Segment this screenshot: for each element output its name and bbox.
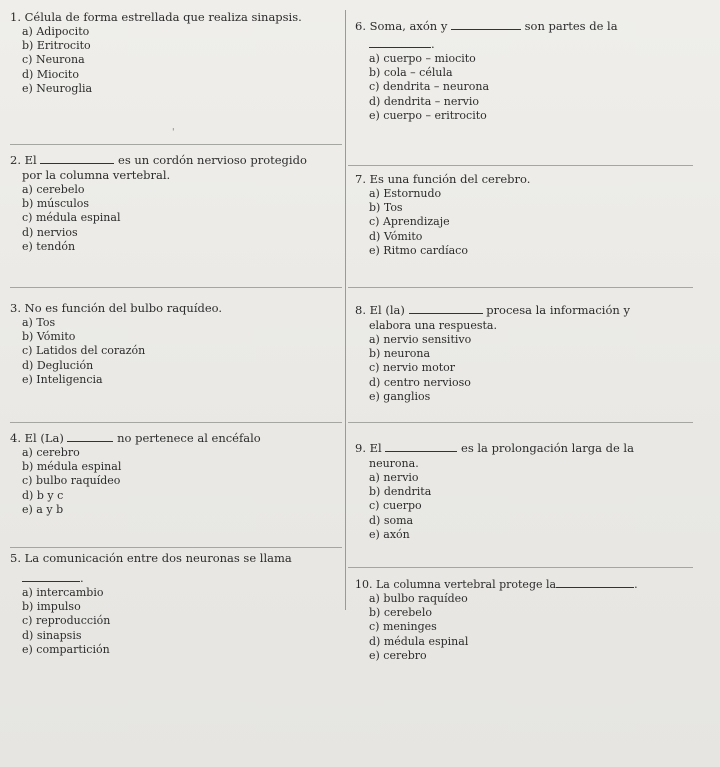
- row-divider: [10, 547, 342, 548]
- question-stem-end: .: [431, 37, 435, 51]
- answer-blank[interactable]: [409, 302, 483, 314]
- option-b[interactable]: b) neurona: [369, 347, 431, 361]
- option-b[interactable]: b) dendrita: [369, 485, 432, 499]
- answer-blank[interactable]: [556, 576, 634, 588]
- question-10: [355, 576, 638, 663]
- option-c[interactable]: c) bulbo raquídeo: [22, 474, 121, 488]
- option-c[interactable]: c) cuerpo: [369, 499, 422, 513]
- option-e[interactable]: e) Neuroglia: [22, 81, 93, 95]
- option-b[interactable]: b) Vómito: [22, 330, 76, 344]
- option-e[interactable]: e) tendón: [22, 239, 76, 253]
- option-b[interactable]: b) músculos: [22, 197, 90, 211]
- row-divider: [348, 165, 693, 166]
- question-stem-line2: por la columna vertebral.: [22, 168, 171, 182]
- question-stem-cont: no pertenece al encéfalo: [117, 431, 261, 445]
- option-b[interactable]: b) cola – célula: [369, 66, 453, 80]
- question-stem: 10. La columna vertebral protege la: [355, 578, 557, 591]
- answer-blank[interactable]: [22, 570, 80, 582]
- option-d[interactable]: d) sinapsis: [22, 628, 82, 642]
- question-stem-cont: es un cordón nervioso protegido: [118, 153, 307, 167]
- option-d[interactable]: d) nervios: [22, 225, 78, 239]
- question-1: [10, 10, 302, 96]
- option-a[interactable]: a) cerebelo: [22, 183, 85, 196]
- question-stem-end: .: [80, 571, 84, 585]
- option-c[interactable]: c) Latidos del corazón: [22, 344, 146, 358]
- question-stem-line2: elabora una respuesta.: [369, 319, 497, 332]
- option-a[interactable]: a) cuerpo – miocito: [369, 52, 476, 65]
- question-stem: 3. No es función del bulbo raquídeo.: [10, 301, 223, 315]
- question-2: [10, 152, 307, 254]
- question-6: [355, 18, 618, 123]
- option-c[interactable]: c) dendrita – neurona: [369, 80, 490, 94]
- option-b[interactable]: b) Tos: [369, 201, 403, 215]
- row-divider: [348, 422, 693, 423]
- question-stem: 8. El (la): [355, 303, 405, 317]
- option-d[interactable]: d) b y c: [22, 488, 64, 502]
- option-e[interactable]: e) Ritmo cardíaco: [369, 243, 468, 257]
- option-e[interactable]: e) compartición: [22, 642, 110, 656]
- row-divider: [348, 287, 693, 288]
- option-b[interactable]: b) impulso: [22, 600, 81, 614]
- stray-mark: ': [172, 128, 175, 138]
- option-a[interactable]: a) nervio: [369, 471, 419, 484]
- option-d[interactable]: d) dendrita – nervio: [369, 94, 479, 108]
- row-divider: [10, 144, 342, 145]
- option-a[interactable]: a) Adipocito: [22, 25, 90, 38]
- option-c[interactable]: c) reproducción: [22, 614, 111, 628]
- row-divider: [10, 422, 342, 423]
- option-e[interactable]: e) axón: [369, 527, 410, 541]
- option-b[interactable]: b) médula espinal: [22, 460, 122, 474]
- question-9: [355, 440, 634, 542]
- answer-blank[interactable]: [40, 152, 114, 164]
- row-divider: [10, 287, 342, 288]
- question-stem: 7. Es una función del cerebro.: [355, 172, 531, 186]
- question-3: [10, 301, 222, 387]
- answer-blank[interactable]: [67, 430, 113, 442]
- question-stem: 9. El: [355, 441, 382, 455]
- option-d[interactable]: d) médula espinal: [369, 634, 469, 648]
- question-stem-cont: es la prolongación larga de la: [461, 441, 634, 455]
- question-4: [10, 430, 261, 517]
- option-c[interactable]: c) Neurona: [22, 53, 85, 67]
- option-b[interactable]: b) Eritrocito: [22, 39, 91, 53]
- option-e[interactable]: e) cuerpo – eritrocito: [369, 108, 487, 122]
- option-d[interactable]: d) Vómito: [369, 229, 423, 243]
- question-stem-end: .: [634, 578, 638, 591]
- question-stem: 5. La comunicación entre dos neuronas se llama: [10, 551, 292, 565]
- option-d[interactable]: d) soma: [369, 513, 414, 527]
- question-stem-cont: son partes de la: [524, 19, 618, 33]
- question-stem: 1. Célula de forma estrellada que realiza sinapsis.: [10, 10, 302, 24]
- option-d[interactable]: d) Miocito: [22, 67, 79, 81]
- answer-blank[interactable]: [385, 440, 457, 452]
- option-c[interactable]: c) nervio motor: [369, 361, 456, 375]
- option-e[interactable]: e) ganglios: [369, 389, 431, 403]
- option-a[interactable]: a) intercambio: [22, 586, 104, 599]
- question-5: [10, 551, 292, 657]
- option-c[interactable]: c) meninges: [369, 620, 437, 634]
- option-d[interactable]: d) Deglución: [22, 358, 94, 372]
- question-stem: 4. El (La): [10, 431, 64, 445]
- option-a[interactable]: a) bulbo raquídeo: [369, 592, 468, 605]
- option-e[interactable]: e) Inteligencia: [22, 372, 103, 386]
- question-stem-line2: neurona.: [369, 457, 419, 470]
- option-a[interactable]: a) cerebro: [22, 446, 80, 459]
- option-e[interactable]: e) cerebro: [369, 648, 427, 662]
- option-a[interactable]: a) Estornudo: [369, 187, 442, 200]
- question-stem: 2. El: [10, 153, 37, 167]
- question-stem-cont: procesa la información y: [486, 303, 630, 317]
- option-a[interactable]: a) nervio sensitivo: [369, 333, 472, 346]
- row-divider: [348, 567, 693, 568]
- option-a[interactable]: a) Tos: [22, 316, 56, 329]
- option-c[interactable]: c) Aprendizaje: [369, 215, 450, 229]
- question-stem: 6. Soma, axón y: [355, 19, 448, 33]
- question-8: [355, 302, 630, 404]
- answer-blank[interactable]: [451, 18, 521, 30]
- question-7: [355, 172, 530, 258]
- option-b[interactable]: b) cerebelo: [369, 606, 432, 620]
- answer-blank[interactable]: [369, 36, 431, 48]
- option-d[interactable]: d) centro nervioso: [369, 375, 471, 389]
- column-divider: [345, 10, 346, 610]
- option-c[interactable]: c) médula espinal: [22, 211, 121, 225]
- option-e[interactable]: e) a y b: [22, 502, 64, 516]
